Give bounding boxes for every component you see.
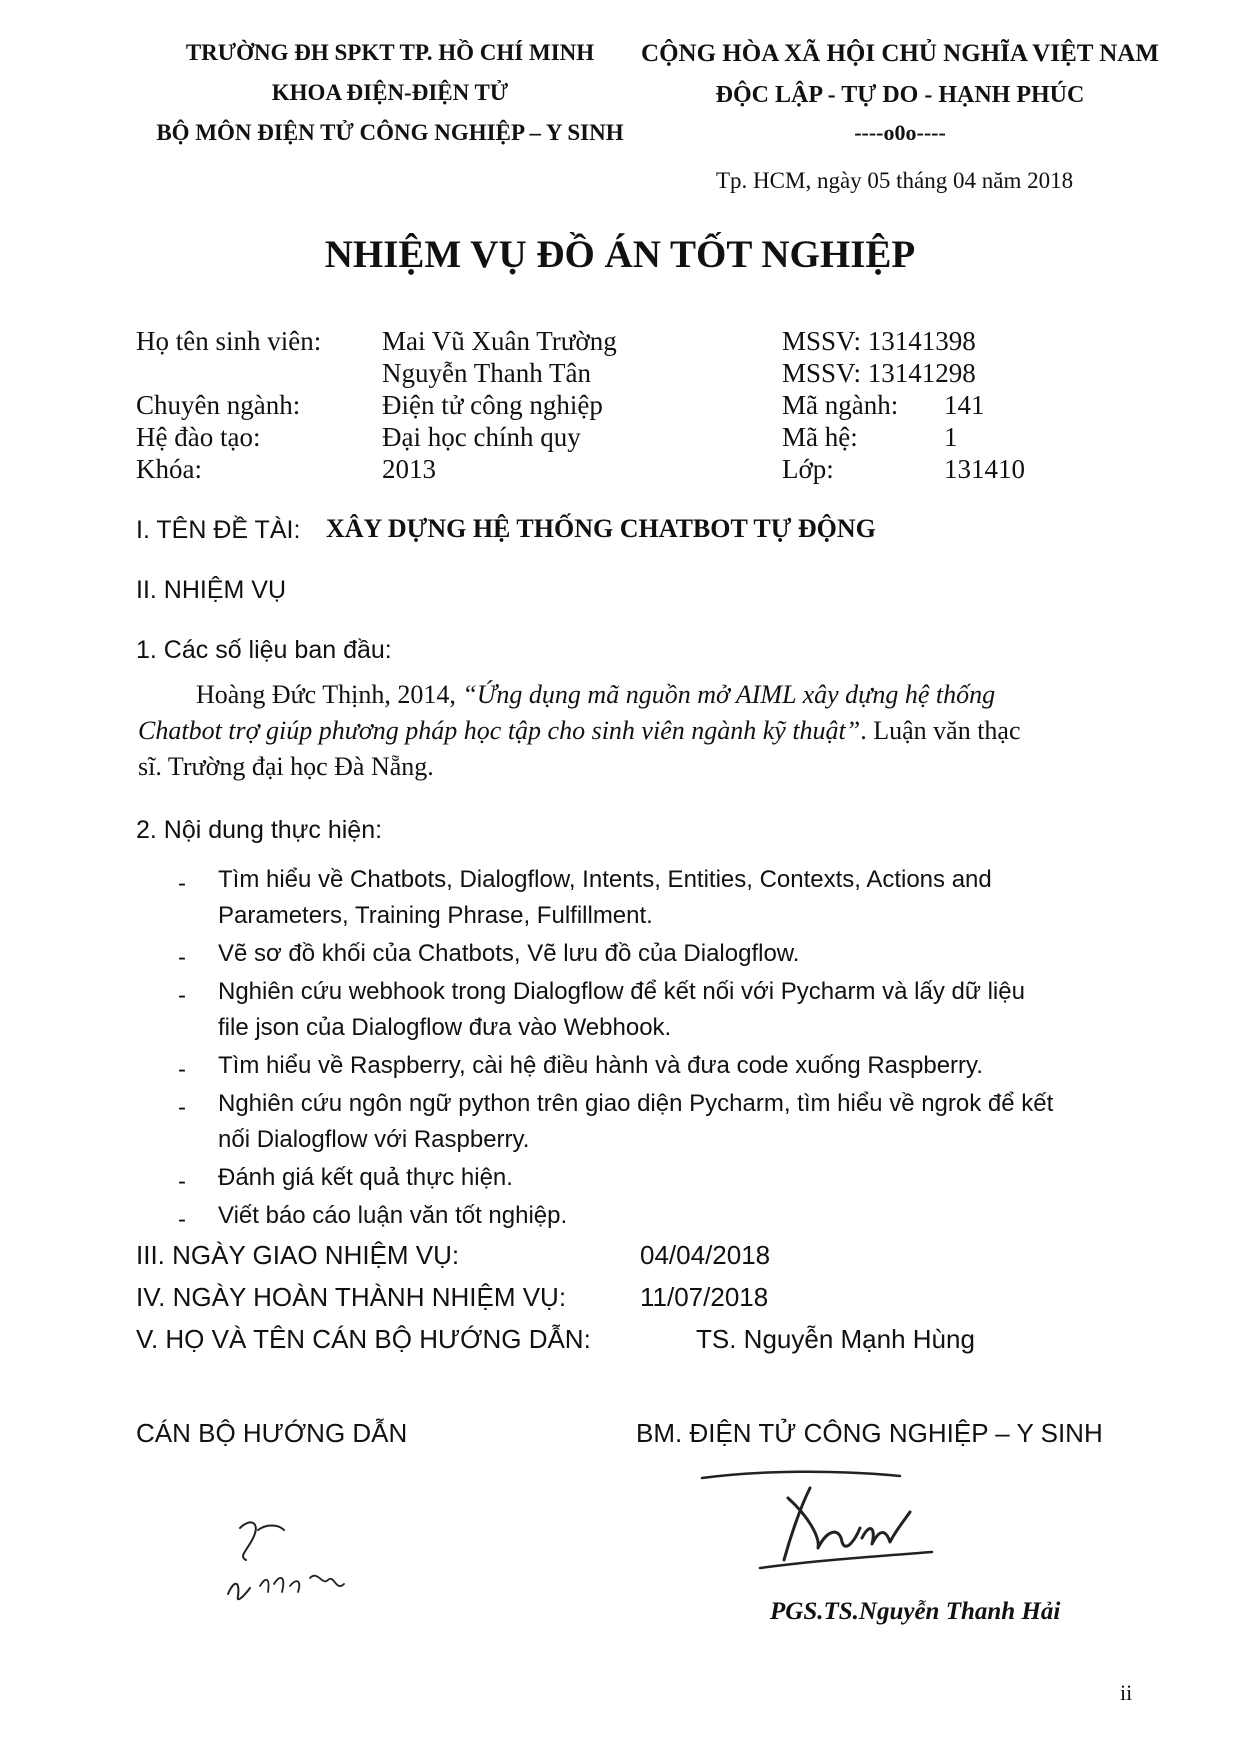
student-2-name: Nguyễn Thanh Tân — [382, 358, 591, 388]
system-code-label: Mã hệ: — [782, 422, 858, 452]
department-name: BỘ MÔN ĐIỆN TỬ CÔNG NGHIỆP – Y SINH — [156, 120, 624, 145]
initial-data-heading: 1. Các số liệu ban đầu: — [136, 636, 392, 664]
task-bullet: - — [178, 944, 186, 971]
department-signature-title: BM. ĐIỆN TỬ CÔNG NGHIỆP – Y SINH — [636, 1418, 1103, 1448]
republic-name: CỘNG HÒA XÃ HỘI CHỦ NGHĨA VIỆT NAM — [641, 40, 1159, 67]
page-number: ii — [1120, 1680, 1133, 1705]
department-head-signature — [700, 1468, 980, 1578]
task-6: Đánh giá kết quả thực hiện. — [218, 1164, 513, 1191]
faculty-name: KHOA ĐIỆN-ĐIỆN TỬ — [271, 80, 509, 105]
course-value: 2013 — [382, 454, 436, 484]
class-value: 131410 — [944, 454, 1025, 484]
student-1-id: MSSV: 13141398 — [782, 326, 976, 356]
system-code-value: 1 — [944, 422, 958, 452]
supervisor-signature-title: CÁN BỘ HƯỚNG DẪN — [136, 1418, 408, 1448]
task-2: Vẽ sơ đồ khối của Chatbots, Vẽ lưu đồ của Dialogflow. — [218, 940, 800, 967]
task-1-text: Tìm hiểu về Chatbots, Dialogflow, Intents, Entities, Contexts, Actions and — [218, 866, 992, 893]
task-1-line-1 — [218, 866, 1148, 894]
task-bullet: - — [178, 1056, 186, 1083]
reference-title-b: Chatbot trợ giúp phương pháp học tập cho sinh viên ngành kỹ thuật” — [138, 716, 861, 745]
task-3-line-1: Nghiên cứu webhook trong Dialogflow để kết nối với Pycharm và lấy dữ liệu — [218, 978, 1025, 1005]
department-head-name: PGS.TS.Nguyễn Thanh Hải — [770, 1598, 1061, 1625]
school-name: TRƯỜNG ĐH SPKT TP. HỒ CHÍ MINH — [185, 40, 595, 65]
content-heading: 2. Nội dung thực hiện: — [136, 816, 383, 844]
task-bullet: - — [178, 1206, 186, 1233]
task-bullet: - — [178, 1094, 186, 1121]
student-1-name: Mai Vũ Xuân Trường — [382, 326, 617, 356]
page-title: NHIỆM VỤ ĐỒ ÁN TỐT NGHIỆP — [324, 233, 916, 276]
task-5-line-1: Nghiên cứu ngôn ngữ python trên giao diện Pycharm, tìm hiểu về ngrok để kết — [218, 1090, 1054, 1117]
major-label: Chuyên ngành: — [136, 390, 301, 420]
reference-line-3: sĩ. Trường đại học Đà Nẵng. — [138, 752, 434, 781]
document-date: Tp. HCM, ngày 05 tháng 04 năm 2018 — [716, 168, 1074, 193]
header-ornament: ----o0o---- — [854, 120, 946, 145]
supervisor-name: TS. Nguyễn Mạnh Hùng — [696, 1324, 975, 1354]
task-1-line-2: Parameters, Training Phrase, Fulfillment. — [218, 902, 653, 929]
supervisor-signature — [210, 1500, 390, 1620]
supervisor-label: V. HỌ VÀ TÊN CÁN BỘ HƯỚNG DẪN: — [136, 1324, 591, 1354]
topic-title: XÂY DỰNG HỆ THỐNG CHATBOT TỰ ĐỘNG — [326, 514, 876, 543]
task-4: Tìm hiểu về Raspberry, cài hệ điều hành và đưa code xuống Raspberry. — [218, 1052, 983, 1079]
task-bullet: - — [178, 982, 186, 1009]
reference-line-2 — [138, 716, 1021, 746]
completion-date-value: 11/07/2018 — [640, 1282, 769, 1312]
completion-date-label: IV. NGÀY HOÀN THÀNH NHIỆM VỤ: — [136, 1282, 567, 1312]
student-label: Họ tên sinh viên: — [136, 326, 322, 356]
major-code-value: 141 — [944, 390, 985, 420]
training-value: Đại học chính quy — [382, 422, 581, 452]
major-code-label: Mã ngành: — [782, 390, 899, 420]
major-value: Điện tử công nghiệp — [382, 390, 603, 420]
task-5-line-2: nối Dialogflow với Raspberry. — [218, 1126, 530, 1153]
tasks-heading: II. NHIỆM VỤ — [136, 576, 287, 604]
reference-title-a: “Ứng dụng mã nguồn mở AIML xây dựng hệ thống — [462, 680, 996, 709]
reference-line-1 — [196, 680, 995, 710]
assign-date-value: 04/04/2018 — [640, 1240, 771, 1270]
national-motto: ĐỘC LẬP - TỰ DO - HẠNH PHÚC — [715, 82, 1085, 108]
topic-label: I. TÊN ĐỀ TÀI: — [136, 516, 301, 544]
task-bullet: - — [178, 1168, 186, 1195]
training-label: Hệ đào tạo: — [136, 422, 261, 452]
student-2-id: MSSV: 13141298 — [782, 358, 976, 388]
assign-date-label: III. NGÀY GIAO NHIỆM VỤ: — [136, 1240, 460, 1270]
course-label: Khóa: — [136, 454, 202, 484]
task-bullet: - — [178, 870, 186, 897]
task-7: Viết báo cáo luận văn tốt nghiệp. — [218, 1202, 568, 1229]
task-3-line-2: file json của Dialogflow đưa vào Webhook. — [218, 1014, 672, 1041]
reference-tail: . Luận văn thạc — [860, 716, 1021, 745]
reference-author: Hoàng Đức Thịnh, 2014, — [196, 680, 463, 709]
class-label: Lớp: — [782, 454, 834, 484]
